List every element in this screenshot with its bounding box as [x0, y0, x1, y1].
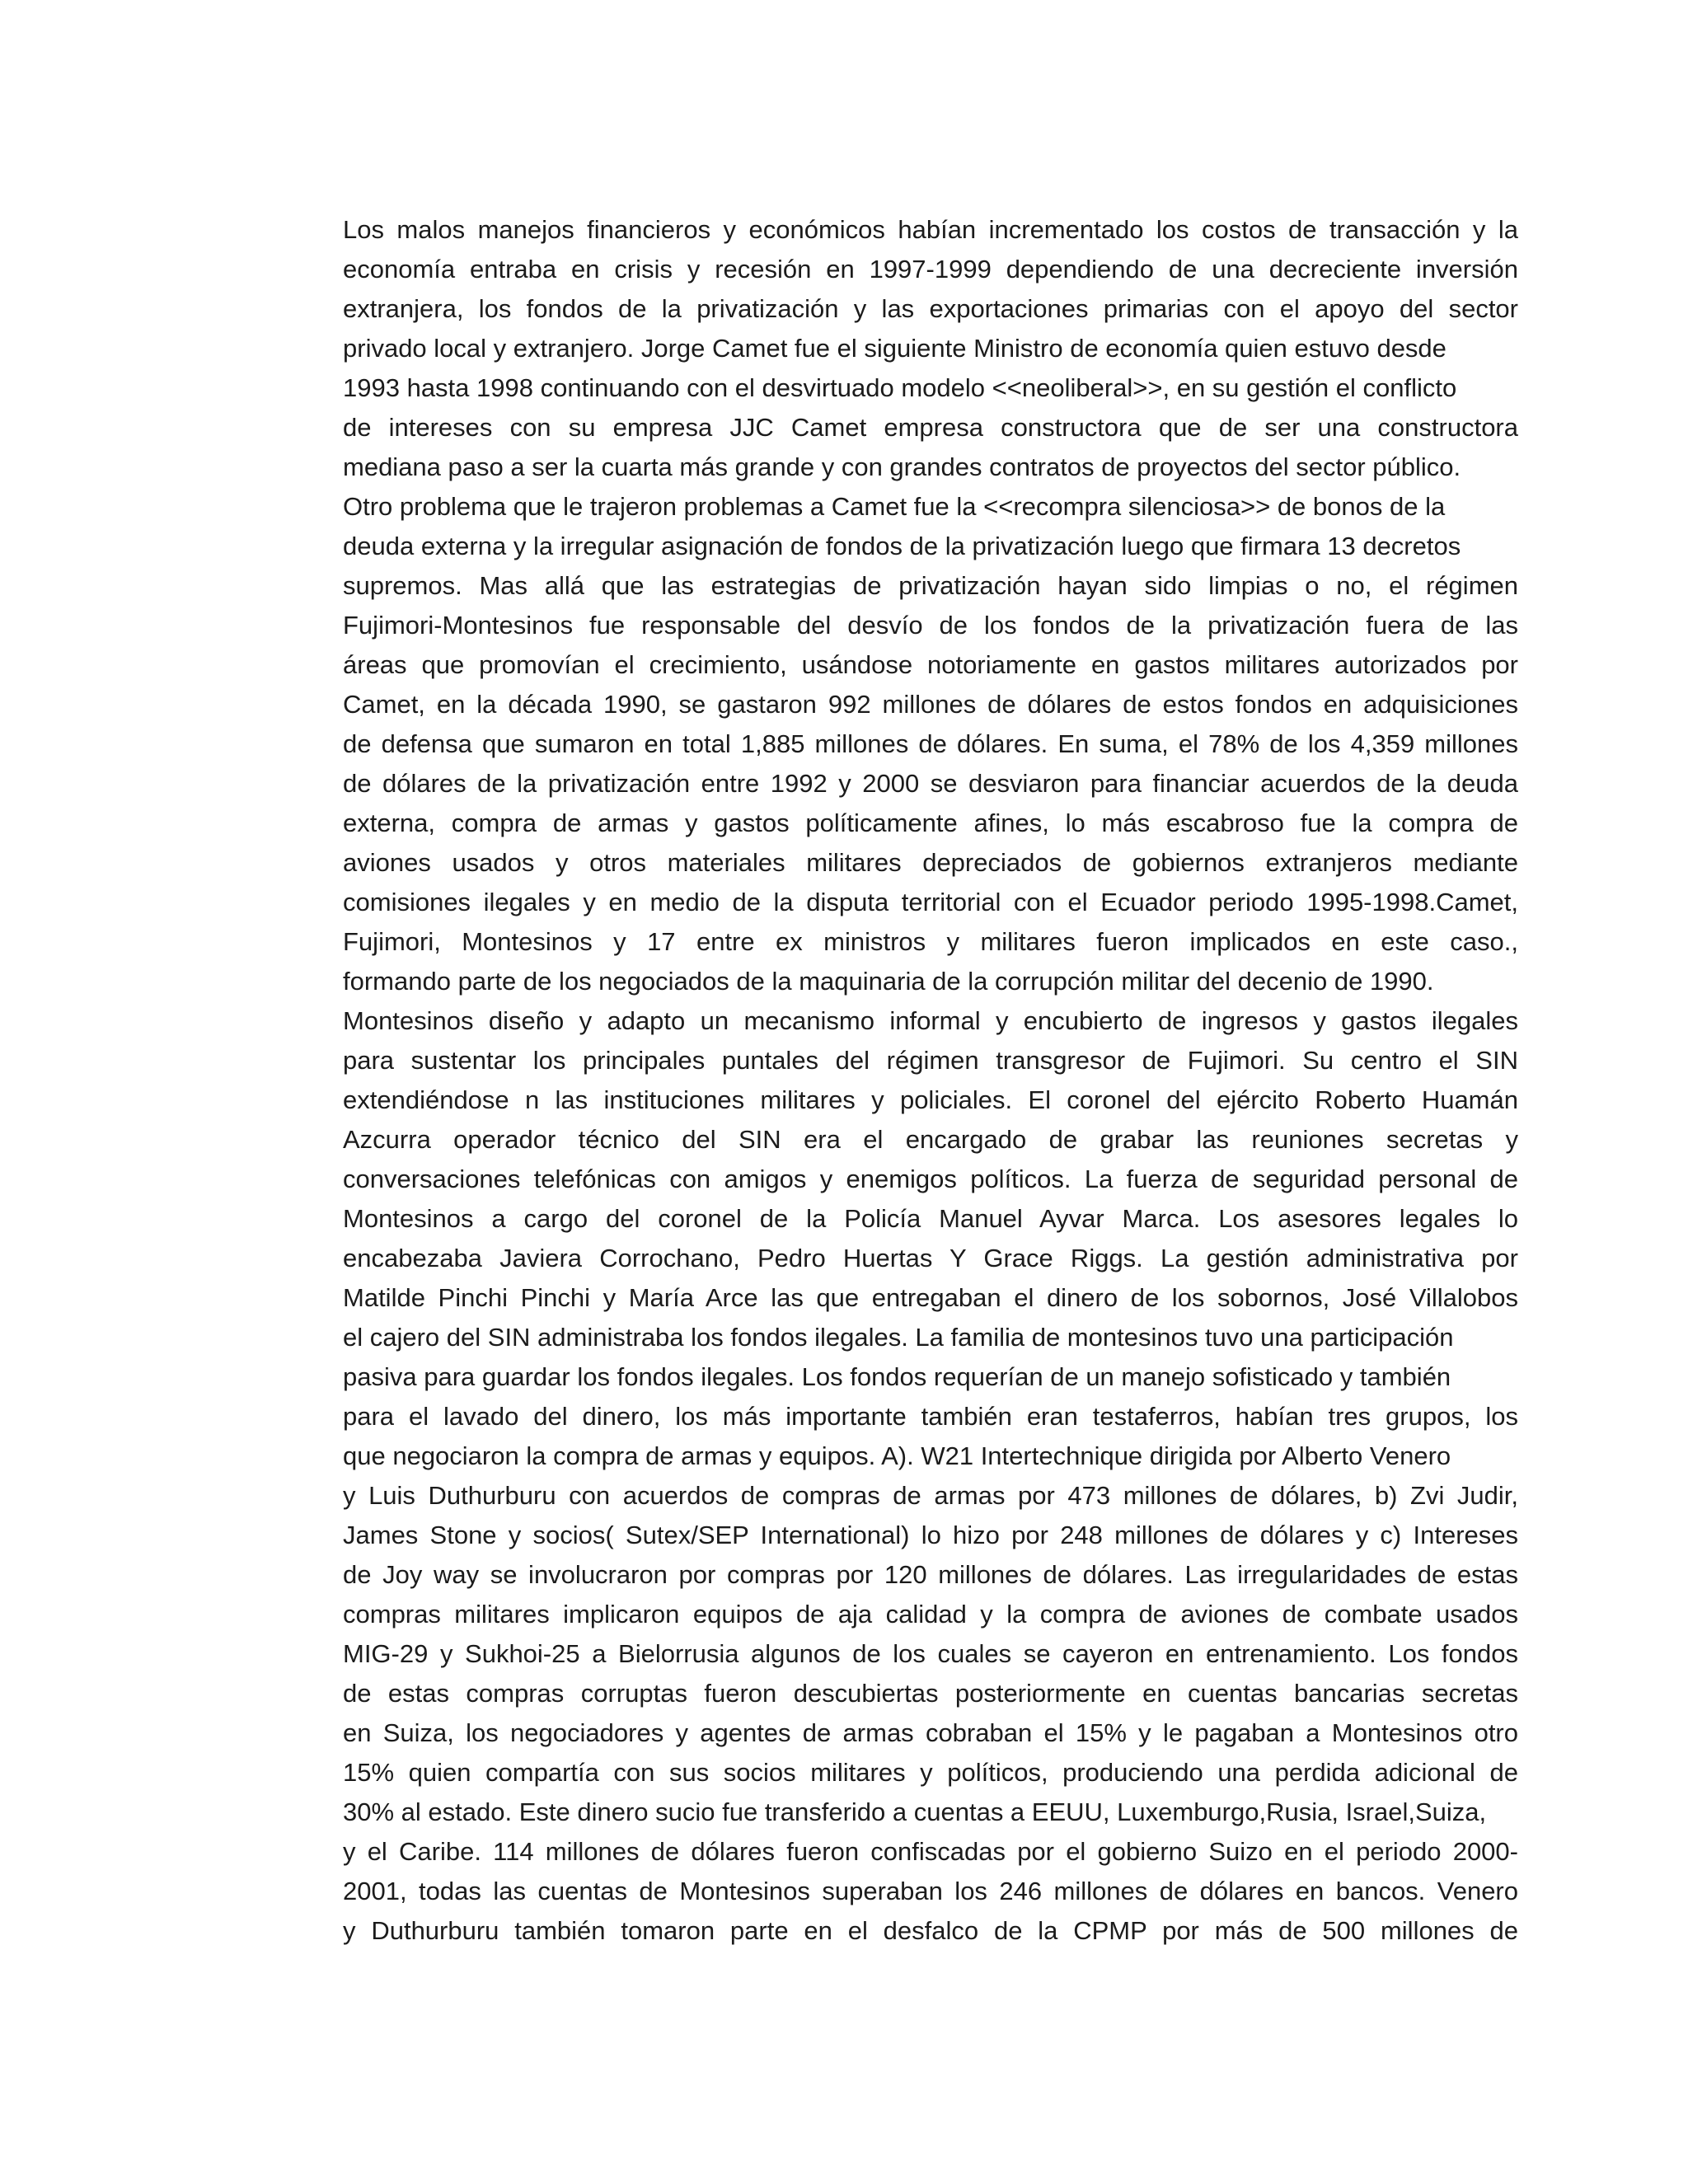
text-line: extranjera, los fondos de la privatización y las exportaciones primarias con el apoyo del sector: [343, 294, 1518, 323]
body-paragraph: [343, 210, 1518, 1951]
text-line: MIG-29 y Sukhoi-25 a Bielorrusia algunos de los cuales se cayeron en entrenamiento. Los fondos: [343, 1639, 1518, 1668]
text-line: encabezaba Javiera Corrochano, Pedro Huertas Y Grace Riggs. La gestión administrativa por: [343, 1244, 1518, 1272]
text-line: Los malos manejos financieros y económicos habían incrementado los costos de transacción y la: [343, 215, 1518, 244]
text-line: de estas compras corruptas fueron descubiertas posteriormente en cuentas bancarias secretas: [343, 1679, 1518, 1708]
text-line: 15% quien compartía con sus socios militares y políticos, produciendo una perdida adicional de: [343, 1758, 1518, 1787]
text-line: y Luis Duthurburu con acuerdos de compras de armas por 473 millones de dólares, b) Zvi Judir,: [343, 1481, 1518, 1510]
text-line: y Duthurburu también tomaron parte en el desfalco de la CPMP por más de 500 millones de: [343, 1916, 1518, 1945]
text-line: de Joy way se involucraron por compras por 120 millones de dólares. Las irregularidades de estas: [343, 1560, 1518, 1589]
text-line: 2001, todas las cuentas de Montesinos superaban los 246 millones de dólares en bancos. Venero: [343, 1877, 1518, 1905]
text-line: James Stone y socios( Sutex/SEP International) lo hizo por 248 millones de dólares y c) Intereses: [343, 1521, 1518, 1549]
text-line: Fujimori, Montesinos y 17 entre ex ministros y militares fueron implicados en este caso.,: [343, 927, 1518, 956]
text-line: pasiva para guardar los fondos ilegales. Los fondos requerían de un manejo sofisticado y también: [343, 1362, 1451, 1391]
text-line: y el Caribe. 114 millones de dólares fueron confiscadas por el gobierno Suizo en el periodo 2000-: [343, 1837, 1518, 1866]
text-line: supremos. Mas allá que las estrategias de privatización hayan sido limpias o no, el régimen: [343, 571, 1518, 600]
text-line: Otro problema que le trajeron problemas a Camet fue la <<recompra silenciosa>> de bonos de la: [343, 492, 1446, 521]
text-line: 1993 hasta 1998 continuando con el desvirtuado modelo <<neoliberal>>, en su gestión el conflicto: [343, 373, 1457, 402]
text-line: para el lavado del dinero, los más importante también eran testaferros, habían tres grupos, los: [343, 1402, 1518, 1431]
text-line: deuda externa y la irregular asignación de fondos de la privatización luego que firmara 13 decretos: [343, 532, 1461, 560]
text-line: formando parte de los negociados de la maquinaria de la corrupción militar del decenio de 1990.: [343, 967, 1434, 996]
text-line: conversaciones telefónicas con amigos y enemigos políticos. La fuerza de seguridad personal de: [343, 1165, 1518, 1193]
text-line: que negociaron la compra de armas y equipos. A). W21 Intertechnique dirigida por Alberto Venero: [343, 1441, 1451, 1470]
text-line: economía entraba en crisis y recesión en 1997-1999 dependiendo de una decreciente inversión: [343, 255, 1518, 284]
text-line: privado local y extranjero. Jorge Camet fue el siguiente Ministro de economía quien estuvo desde: [343, 334, 1447, 363]
text-line: Camet, en la década 1990, se gastaron 992 millones de dólares de estos fondos en adquisiciones: [343, 690, 1518, 719]
text-line: áreas que promovían el crecimiento, usándose notoriamente en gastos militares autorizados por: [343, 650, 1518, 679]
text-line: Matilde Pinchi Pinchi y María Arce las que entregaban el dinero de los sobornos, José Villalobos: [343, 1283, 1518, 1312]
text-line: mediana paso a ser la cuarta más grande y con grandes contratos de proyectos del sector público.: [343, 452, 1461, 481]
text-line: 30% al estado. Este dinero sucio fue transferido a cuentas a EEUU, Luxemburgo,Rusia, Israel,Suiza,: [343, 1797, 1487, 1826]
text-line: extendiéndose n las instituciones militares y policiales. El coronel del ejército Roberto Huamán: [343, 1085, 1518, 1114]
text-line: para sustentar los principales puntales del régimen transgresor de Fujimori. Su centro el SIN: [343, 1046, 1518, 1075]
text-line: de dólares de la privatización entre 1992 y 2000 se desviaron para financiar acuerdos de la deuda: [343, 769, 1518, 798]
text-line: de intereses con su empresa JJC Camet empresa constructora que de ser una constructora: [343, 413, 1518, 442]
text-line: el cajero del SIN administraba los fondos ilegales. La familia de montesinos tuvo una participación: [343, 1323, 1454, 1352]
text-line: de defensa que sumaron en total 1,885 millones de dólares. En suma, el 78% de los 4,359 millones: [343, 729, 1518, 758]
text-line: Montesinos diseño y adapto un mecanismo informal y encubierto de ingresos y gastos ilegales: [343, 1006, 1518, 1035]
text-line: comisiones ilegales y en medio de la disputa territorial con el Ecuador periodo 1995-1998.Camet,: [343, 888, 1518, 916]
text-line: compras militares implicaron equipos de aja calidad y la compra de aviones de combate usados: [343, 1600, 1518, 1629]
text-line: Azcurra operador técnico del SIN era el encargado de grabar las reuniones secretas y: [343, 1125, 1518, 1154]
text-line: en Suiza, los negociadores y agentes de armas cobraban el 15% y le pagaban a Montesinos otro: [343, 1718, 1518, 1747]
text-line: Fujimori-Montesinos fue responsable del desvío de los fondos de la privatización fuera de las: [343, 611, 1518, 640]
text-line: Montesinos a cargo del coronel de la Policía Manuel Ayvar Marca. Los asesores legales lo: [343, 1204, 1518, 1233]
text-line: externa, compra de armas y gastos políticamente afines, lo más escabroso fue la compra de: [343, 808, 1518, 837]
text-line: aviones usados y otros materiales militares depreciados de gobiernos extranjeros mediante: [343, 848, 1518, 877]
